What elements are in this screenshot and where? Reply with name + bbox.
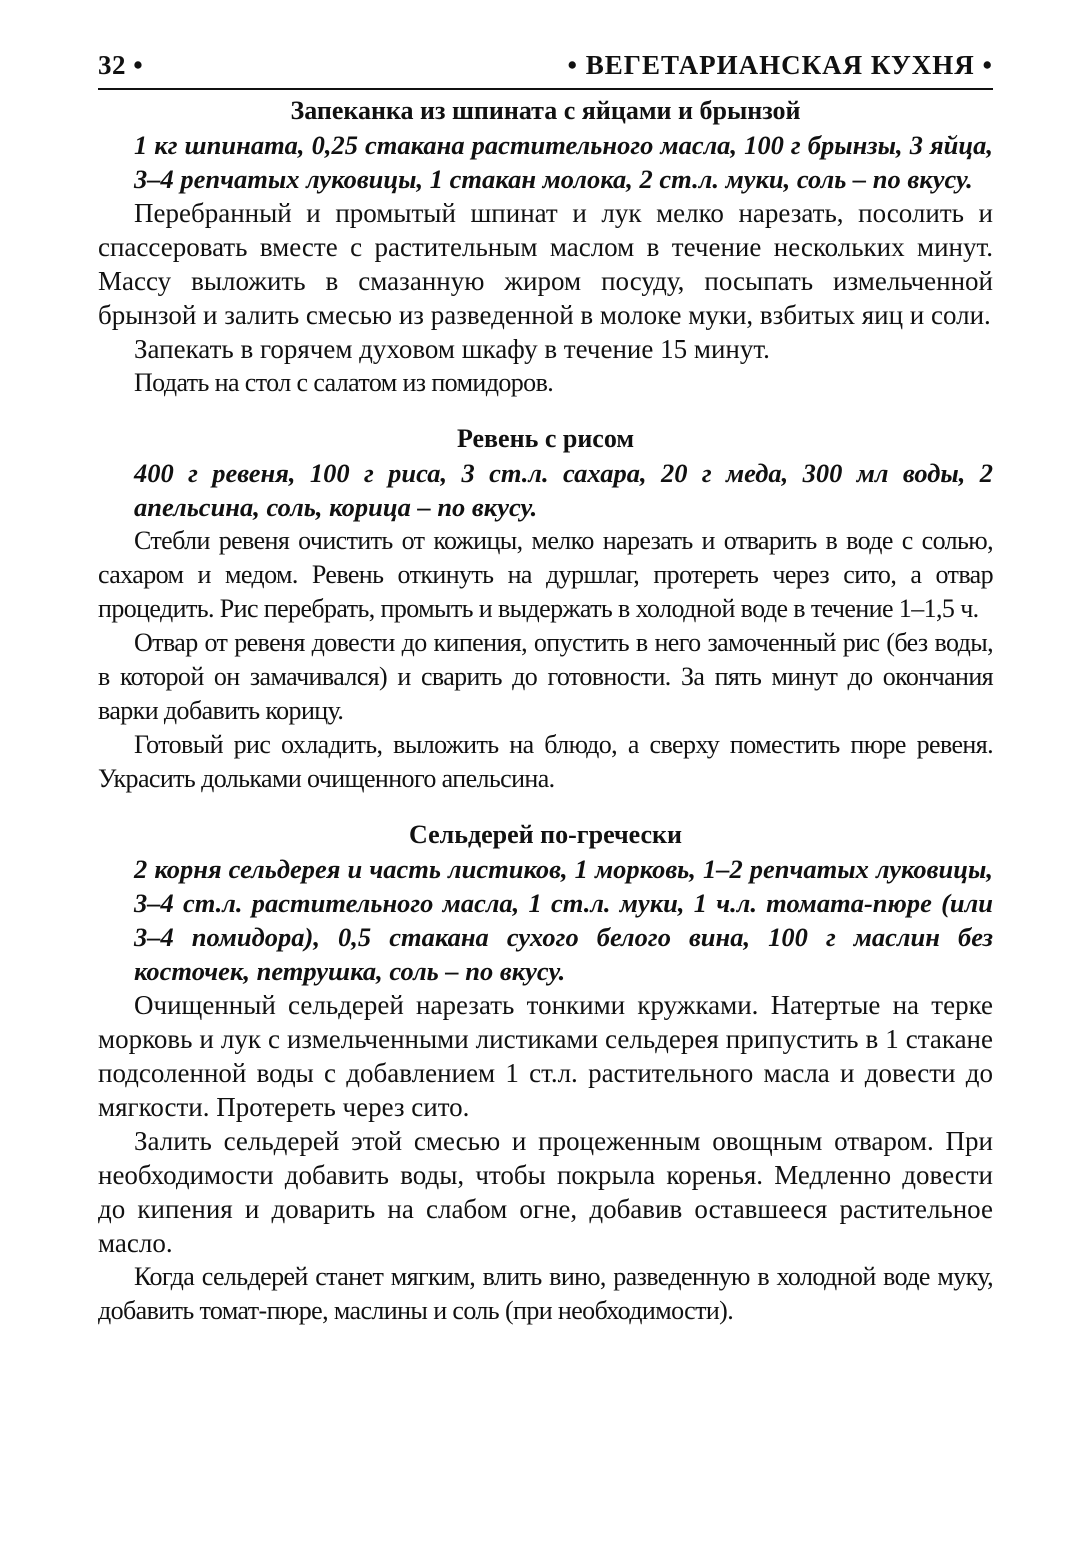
recipe-title: Ревень с рисом	[456, 424, 635, 453]
recipe-step: Очищенный сельдерей нарезать тонкими кружками. Натертые на терке морковь и лук с измельченными листиками сельдерея припустить в 1 стакане подсоленной воды с добавлением 1 ст.л. растительного масла и довести до мягкости. Протереть через сито.	[98, 990, 993, 1122]
recipe-step: Подать на стол с салатом из помидоров.	[134, 368, 554, 397]
recipe-step: Перебранный и промытый шпинат и лук мелко нарезать, посолить и спассеровать вместе с растительным маслом в течение нескольких минут. Массу выложить в смазанную жиром посуду, посыпать измельченной брынзой и залить смесью из разведенной в молоке муки, взбитых яиц и соли.	[98, 198, 993, 330]
recipe-step: Когда сельдерей станет мягким, влить вино, разведенную в холодной воде муку, добавить томат-пюре, маслины и соль (при необходимости).	[98, 1262, 993, 1325]
recipe-title: Запеканка из шпината с яйцами и брынзой	[290, 96, 801, 125]
book-page	[98, 50, 993, 1510]
recipe-step: Отвар от ревеня довести до кипения, опустить в него замоченный рис (без воды, в которой он замачивался) и сварить до готовности. За пять минут до окончания варки добавить корицу.	[98, 628, 993, 725]
recipe-ingredients: 1 кг шпината, 0,25 стакана растительного масла, 100 г брынзы, 3 яйца, 3–4 репчатых луковицы, 1 стакан молока, 2 ст.л. муки, соль – по вкусу.	[134, 130, 993, 194]
recipe-title: Сельдерей по-гречески	[409, 820, 682, 849]
recipe-ingredients: 2 корня сельдерея и часть листиков, 1 морковь, 1–2 репчатых луковицы, 3–4 ст.л. растительного масла, 1 ст.л. муки, 1 ч.л. томата-пюре (или 3–4 помидора), 0,5 стакана сухого белого вина, 100 г маслин без косточек, петрушка, соль – по вкусу.	[134, 854, 993, 986]
running-header	[98, 50, 993, 90]
book-title: • ВЕГЕТАРИАНСКАЯ КУХНЯ •	[567, 50, 993, 80]
recipe-step: Запекать в горячем духовом шкафу в течение 15 минут.	[134, 334, 770, 364]
page-number: 32 •	[98, 50, 144, 80]
recipe-spinach-casserole	[98, 94, 993, 400]
recipe-step: Готовый рис охладить, выложить на блюдо, а сверху поместить пюре ревеня. Украсить дольками очищенного апельсина.	[98, 730, 993, 793]
recipe-rhubarb-rice	[98, 422, 993, 796]
recipe-step: Стебли ревеня очистить от кожицы, мелко нарезать и отварить в воде с солью, сахаром и медом. Ревень откинуть на дуршлаг, протереть через сито, а отвар процедить. Рис перебрать, промыть и выдержать в холодной воде в течение 1–1,5 ч.	[98, 526, 993, 623]
recipe-ingredients: 400 г ревеня, 100 г риса, 3 ст.л. сахара, 20 г меда, 300 мл воды, 2 апельсина, соль, корица – по вкусу.	[134, 458, 993, 522]
recipe-greek-celery	[98, 818, 993, 1328]
recipe-step: Залить сельдерей этой смесью и процеженным овощным отваром. При необходимости добавить воды, чтобы покрыла коренья. Медленно довести до кипения и доварить на слабом огне, добавив оставшееся растительное масло.	[98, 1126, 993, 1258]
